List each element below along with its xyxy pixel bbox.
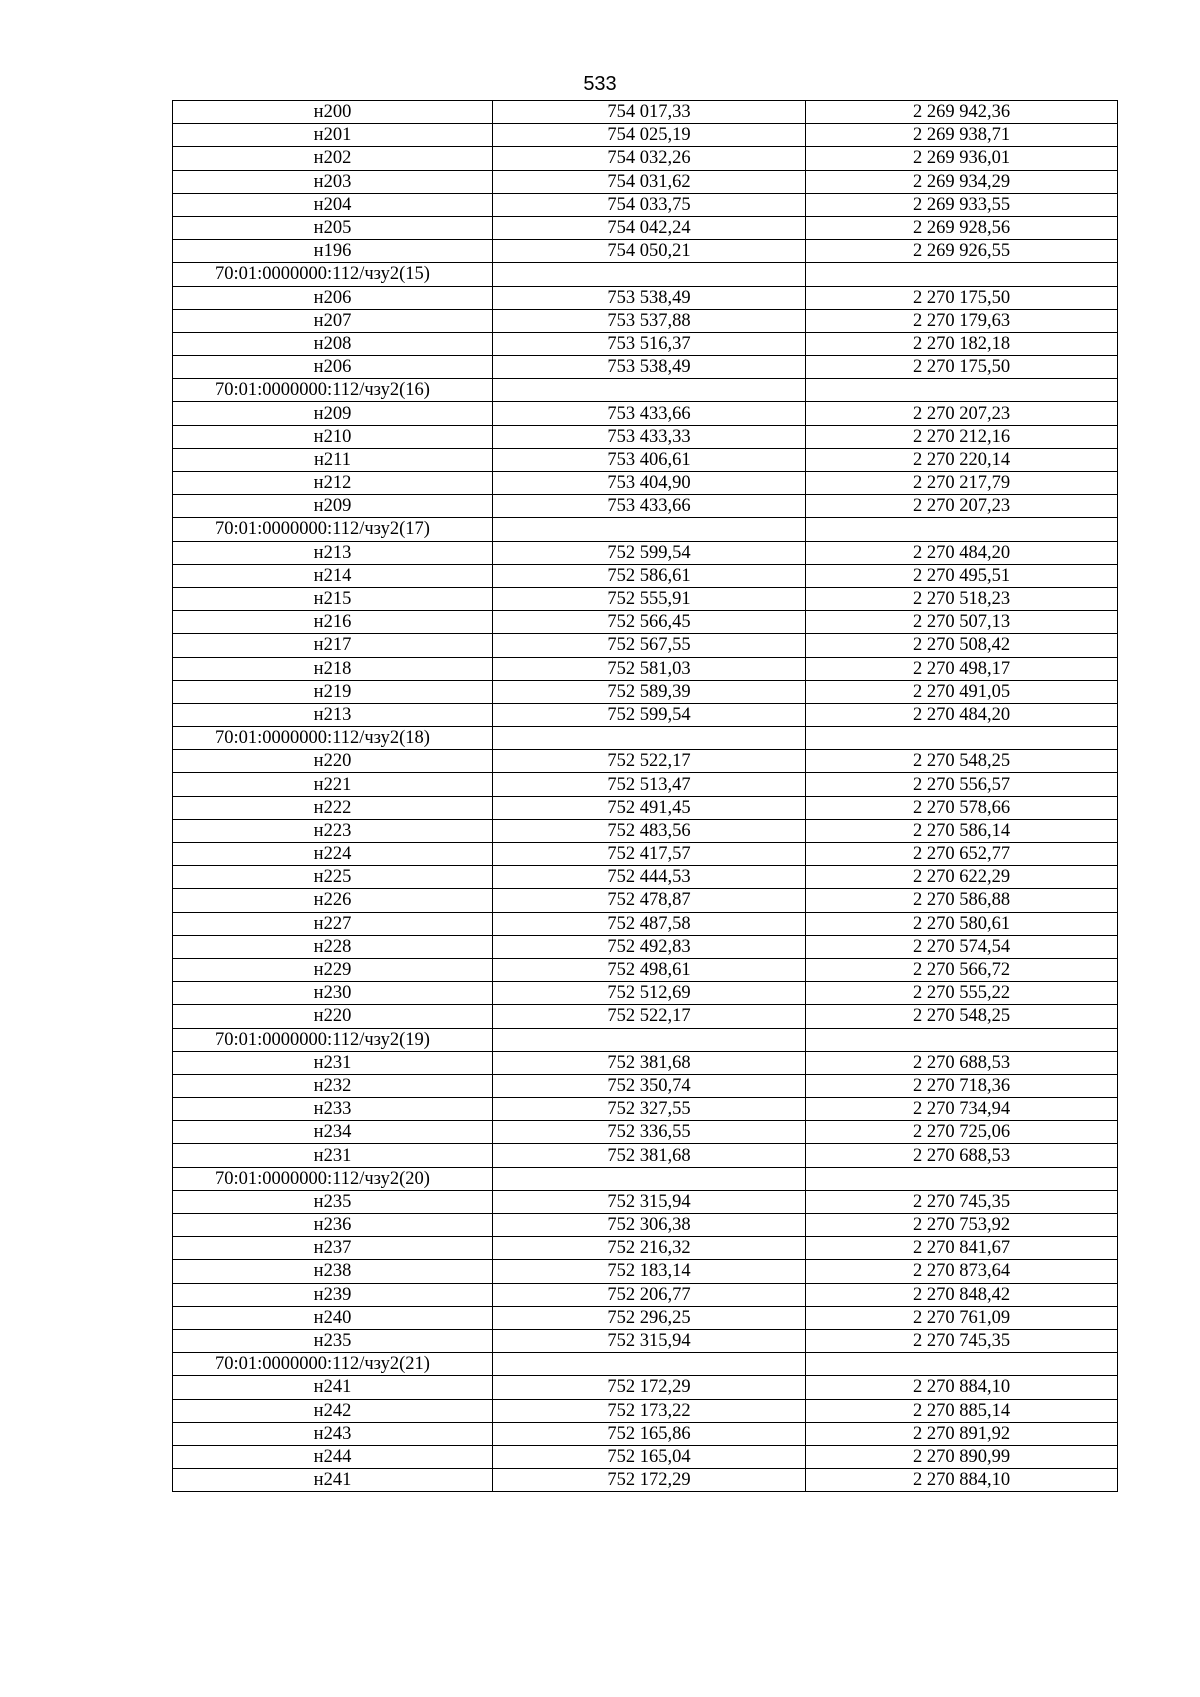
table-row (173, 1121, 1118, 1144)
x-coordinate-cell: 753 433,66 (493, 495, 806, 518)
point-id-cell: н208 (173, 332, 493, 355)
point-id-cell: н209 (173, 495, 493, 518)
table-row (173, 286, 1118, 309)
table-row (173, 680, 1118, 703)
point-id-cell: н223 (173, 819, 493, 842)
x-coordinate-cell: 752 165,04 (493, 1445, 806, 1468)
y-coordinate-cell: 2 270 491,05 (806, 680, 1118, 703)
x-coordinate-cell: 752 522,17 (493, 1005, 806, 1028)
x-coordinate-cell: 752 381,68 (493, 1051, 806, 1074)
y-coordinate-cell: 2 270 566,72 (806, 958, 1118, 981)
y-coordinate-cell: 2 269 928,56 (806, 216, 1118, 239)
x-coordinate-cell: 752 172,29 (493, 1376, 806, 1399)
table-row (173, 1376, 1118, 1399)
section-label: 70:01:0000000:112/чзу2(20) (173, 1167, 493, 1190)
x-coordinate-cell: 752 478,87 (493, 889, 806, 912)
table-row (173, 657, 1118, 680)
table-row (173, 611, 1118, 634)
y-coordinate-cell: 2 270 548,25 (806, 750, 1118, 773)
empty-cell (806, 1353, 1118, 1376)
point-id-cell: н241 (173, 1469, 493, 1492)
point-id-cell: н236 (173, 1214, 493, 1237)
x-coordinate-cell: 754 042,24 (493, 216, 806, 239)
y-coordinate-cell: 2 270 885,14 (806, 1399, 1118, 1422)
section-header-row (173, 379, 1118, 402)
table-row (173, 193, 1118, 216)
table-row (173, 1214, 1118, 1237)
point-id-cell: н224 (173, 843, 493, 866)
y-coordinate-cell: 2 270 718,36 (806, 1074, 1118, 1097)
table-row (173, 425, 1118, 448)
table-row (173, 866, 1118, 889)
y-coordinate-cell: 2 270 556,57 (806, 773, 1118, 796)
point-id-cell: н232 (173, 1074, 493, 1097)
x-coordinate-cell: 753 538,49 (493, 356, 806, 379)
y-coordinate-cell: 2 270 484,20 (806, 541, 1118, 564)
empty-cell (806, 518, 1118, 541)
x-coordinate-cell: 752 172,29 (493, 1469, 806, 1492)
x-coordinate-cell: 752 492,83 (493, 935, 806, 958)
y-coordinate-cell: 2 270 745,35 (806, 1190, 1118, 1213)
point-id-cell: н221 (173, 773, 493, 796)
x-coordinate-cell: 754 025,19 (493, 124, 806, 147)
x-coordinate-cell: 753 433,33 (493, 425, 806, 448)
section-header-row (173, 1028, 1118, 1051)
table-row (173, 147, 1118, 170)
y-coordinate-cell: 2 270 891,92 (806, 1422, 1118, 1445)
y-coordinate-cell: 2 270 884,10 (806, 1376, 1118, 1399)
y-coordinate-cell: 2 270 580,61 (806, 912, 1118, 935)
y-coordinate-cell: 2 270 175,50 (806, 286, 1118, 309)
x-coordinate-cell: 752 513,47 (493, 773, 806, 796)
point-id-cell: н238 (173, 1260, 493, 1283)
y-coordinate-cell: 2 270 586,88 (806, 889, 1118, 912)
table-row (173, 1399, 1118, 1422)
y-coordinate-cell: 2 269 938,71 (806, 124, 1118, 147)
x-coordinate-cell: 752 487,58 (493, 912, 806, 935)
table-row (173, 448, 1118, 471)
y-coordinate-cell: 2 270 652,77 (806, 843, 1118, 866)
x-coordinate-cell: 752 599,54 (493, 703, 806, 726)
x-coordinate-cell: 752 567,55 (493, 634, 806, 657)
table-row (173, 356, 1118, 379)
x-coordinate-cell: 754 032,26 (493, 147, 806, 170)
x-coordinate-cell: 752 498,61 (493, 958, 806, 981)
y-coordinate-cell: 2 270 220,14 (806, 448, 1118, 471)
point-id-cell: н220 (173, 1005, 493, 1028)
table-row (173, 843, 1118, 866)
point-id-cell: н239 (173, 1283, 493, 1306)
y-coordinate-cell: 2 270 890,99 (806, 1445, 1118, 1468)
table-row (173, 495, 1118, 518)
point-id-cell: н218 (173, 657, 493, 680)
point-id-cell: н209 (173, 402, 493, 425)
empty-cell (493, 1028, 806, 1051)
section-header-row (173, 518, 1118, 541)
x-coordinate-cell: 752 173,22 (493, 1399, 806, 1422)
table-row (173, 541, 1118, 564)
table-row (173, 332, 1118, 355)
point-id-cell: н210 (173, 425, 493, 448)
page-number: 533 (583, 73, 617, 95)
y-coordinate-cell: 2 270 688,53 (806, 1144, 1118, 1167)
table-row (173, 958, 1118, 981)
point-id-cell: н211 (173, 448, 493, 471)
point-id-cell: н237 (173, 1237, 493, 1260)
point-id-cell: н234 (173, 1121, 493, 1144)
point-id-cell: н243 (173, 1422, 493, 1445)
table-row (173, 703, 1118, 726)
point-id-cell: н205 (173, 216, 493, 239)
table-row (173, 796, 1118, 819)
x-coordinate-cell: 752 381,68 (493, 1144, 806, 1167)
point-id-cell: н212 (173, 472, 493, 495)
point-id-cell: н242 (173, 1399, 493, 1422)
y-coordinate-cell: 2 270 848,42 (806, 1283, 1118, 1306)
table-row (173, 1445, 1118, 1468)
point-id-cell: н228 (173, 935, 493, 958)
y-coordinate-cell: 2 270 207,23 (806, 495, 1118, 518)
x-coordinate-cell: 752 183,14 (493, 1260, 806, 1283)
x-coordinate-cell: 753 406,61 (493, 448, 806, 471)
y-coordinate-cell: 2 270 578,66 (806, 796, 1118, 819)
y-coordinate-cell: 2 270 508,42 (806, 634, 1118, 657)
point-id-cell: н213 (173, 703, 493, 726)
point-id-cell: н213 (173, 541, 493, 564)
empty-cell (493, 518, 806, 541)
empty-cell (493, 1353, 806, 1376)
point-id-cell: н225 (173, 866, 493, 889)
x-coordinate-cell: 753 433,66 (493, 402, 806, 425)
x-coordinate-cell: 752 350,74 (493, 1074, 806, 1097)
point-id-cell: н241 (173, 1376, 493, 1399)
x-coordinate-cell: 754 017,33 (493, 101, 806, 124)
y-coordinate-cell: 2 270 518,23 (806, 587, 1118, 610)
table-row (173, 1237, 1118, 1260)
x-coordinate-cell: 752 581,03 (493, 657, 806, 680)
table-row (173, 402, 1118, 425)
table-row (173, 1329, 1118, 1352)
y-coordinate-cell: 2 270 873,64 (806, 1260, 1118, 1283)
table-row (173, 1422, 1118, 1445)
point-id-cell: н222 (173, 796, 493, 819)
y-coordinate-cell: 2 269 936,01 (806, 147, 1118, 170)
coordinates-table (172, 100, 1118, 1492)
point-id-cell: н233 (173, 1098, 493, 1121)
y-coordinate-cell: 2 270 586,14 (806, 819, 1118, 842)
table-row (173, 124, 1118, 147)
x-coordinate-cell: 752 206,77 (493, 1283, 806, 1306)
x-coordinate-cell: 752 417,57 (493, 843, 806, 866)
y-coordinate-cell: 2 270 622,29 (806, 866, 1118, 889)
x-coordinate-cell: 752 586,61 (493, 564, 806, 587)
y-coordinate-cell: 2 270 841,67 (806, 1237, 1118, 1260)
point-id-cell: н206 (173, 356, 493, 379)
x-coordinate-cell: 754 033,75 (493, 193, 806, 216)
y-coordinate-cell: 2 270 179,63 (806, 309, 1118, 332)
x-coordinate-cell: 754 031,62 (493, 170, 806, 193)
table-row (173, 1098, 1118, 1121)
table-row (173, 240, 1118, 263)
y-coordinate-cell: 2 269 942,36 (806, 101, 1118, 124)
table-row (173, 750, 1118, 773)
empty-cell (493, 727, 806, 750)
x-coordinate-cell: 752 483,56 (493, 819, 806, 842)
table-row (173, 587, 1118, 610)
y-coordinate-cell: 2 270 884,10 (806, 1469, 1118, 1492)
point-id-cell: н196 (173, 240, 493, 263)
point-id-cell: н231 (173, 1051, 493, 1074)
point-id-cell: н203 (173, 170, 493, 193)
table-row (173, 773, 1118, 796)
x-coordinate-cell: 752 599,54 (493, 541, 806, 564)
y-coordinate-cell: 2 270 182,18 (806, 332, 1118, 355)
section-header-row (173, 1353, 1118, 1376)
table-row (173, 1283, 1118, 1306)
section-header-row (173, 263, 1118, 286)
coordinates-table-body (173, 101, 1118, 1492)
point-id-cell: н216 (173, 611, 493, 634)
table-row (173, 1005, 1118, 1028)
y-coordinate-cell: 2 270 212,16 (806, 425, 1118, 448)
table-row (173, 564, 1118, 587)
section-label: 70:01:0000000:112/чзу2(18) (173, 727, 493, 750)
y-coordinate-cell: 2 270 484,20 (806, 703, 1118, 726)
x-coordinate-cell: 752 589,39 (493, 680, 806, 703)
table-row (173, 1469, 1118, 1492)
x-coordinate-cell: 752 566,45 (493, 611, 806, 634)
y-coordinate-cell: 2 269 926,55 (806, 240, 1118, 263)
table-row (173, 819, 1118, 842)
table-row (173, 1051, 1118, 1074)
y-coordinate-cell: 2 270 175,50 (806, 356, 1118, 379)
x-coordinate-cell: 753 516,37 (493, 332, 806, 355)
x-coordinate-cell: 752 522,17 (493, 750, 806, 773)
point-id-cell: н200 (173, 101, 493, 124)
x-coordinate-cell: 753 538,49 (493, 286, 806, 309)
x-coordinate-cell: 752 165,86 (493, 1422, 806, 1445)
point-id-cell: н207 (173, 309, 493, 332)
table-row (173, 309, 1118, 332)
table-row (173, 1144, 1118, 1167)
y-coordinate-cell: 2 270 753,92 (806, 1214, 1118, 1237)
section-label: 70:01:0000000:112/чзу2(17) (173, 518, 493, 541)
section-label: 70:01:0000000:112/чзу2(21) (173, 1353, 493, 1376)
table-row (173, 935, 1118, 958)
table-row (173, 1190, 1118, 1213)
point-id-cell: н226 (173, 889, 493, 912)
table-row (173, 1074, 1118, 1097)
empty-cell (806, 1028, 1118, 1051)
y-coordinate-cell: 2 270 548,25 (806, 1005, 1118, 1028)
section-header-row (173, 727, 1118, 750)
section-header-row (173, 1167, 1118, 1190)
table-row (173, 472, 1118, 495)
empty-cell (493, 379, 806, 402)
empty-cell (806, 1167, 1118, 1190)
y-coordinate-cell: 2 270 555,22 (806, 982, 1118, 1005)
y-coordinate-cell: 2 270 688,53 (806, 1051, 1118, 1074)
y-coordinate-cell: 2 269 934,29 (806, 170, 1118, 193)
empty-cell (806, 263, 1118, 286)
point-id-cell: н235 (173, 1190, 493, 1213)
empty-cell (806, 727, 1118, 750)
point-id-cell: н206 (173, 286, 493, 309)
x-coordinate-cell: 752 336,55 (493, 1121, 806, 1144)
y-coordinate-cell: 2 269 933,55 (806, 193, 1118, 216)
y-coordinate-cell: 2 270 761,09 (806, 1306, 1118, 1329)
y-coordinate-cell: 2 270 725,06 (806, 1121, 1118, 1144)
y-coordinate-cell: 2 270 207,23 (806, 402, 1118, 425)
table-row (173, 101, 1118, 124)
y-coordinate-cell: 2 270 217,79 (806, 472, 1118, 495)
x-coordinate-cell: 752 327,55 (493, 1098, 806, 1121)
point-id-cell: н231 (173, 1144, 493, 1167)
table-row (173, 216, 1118, 239)
x-coordinate-cell: 752 306,38 (493, 1214, 806, 1237)
y-coordinate-cell: 2 270 734,94 (806, 1098, 1118, 1121)
x-coordinate-cell: 752 216,32 (493, 1237, 806, 1260)
section-label: 70:01:0000000:112/чзу2(19) (173, 1028, 493, 1051)
section-label: 70:01:0000000:112/чзу2(16) (173, 379, 493, 402)
x-coordinate-cell: 754 050,21 (493, 240, 806, 263)
x-coordinate-cell: 753 404,90 (493, 472, 806, 495)
y-coordinate-cell: 2 270 745,35 (806, 1329, 1118, 1352)
table-row (173, 1306, 1118, 1329)
point-id-cell: н202 (173, 147, 493, 170)
point-id-cell: н219 (173, 680, 493, 703)
x-coordinate-cell: 752 444,53 (493, 866, 806, 889)
point-id-cell: н201 (173, 124, 493, 147)
empty-cell (493, 1167, 806, 1190)
point-id-cell: н204 (173, 193, 493, 216)
y-coordinate-cell: 2 270 498,17 (806, 657, 1118, 680)
x-coordinate-cell: 752 315,94 (493, 1190, 806, 1213)
table-row (173, 912, 1118, 935)
point-id-cell: н230 (173, 982, 493, 1005)
table-row (173, 889, 1118, 912)
empty-cell (493, 263, 806, 286)
point-id-cell: н229 (173, 958, 493, 981)
x-coordinate-cell: 752 315,94 (493, 1329, 806, 1352)
point-id-cell: н235 (173, 1329, 493, 1352)
point-id-cell: н244 (173, 1445, 493, 1468)
point-id-cell: н220 (173, 750, 493, 773)
table-row (173, 1260, 1118, 1283)
section-label: 70:01:0000000:112/чзу2(15) (173, 263, 493, 286)
y-coordinate-cell: 2 270 495,51 (806, 564, 1118, 587)
point-id-cell: н215 (173, 587, 493, 610)
point-id-cell: н240 (173, 1306, 493, 1329)
point-id-cell: н217 (173, 634, 493, 657)
x-coordinate-cell: 752 296,25 (493, 1306, 806, 1329)
x-coordinate-cell: 752 555,91 (493, 587, 806, 610)
point-id-cell: н227 (173, 912, 493, 935)
y-coordinate-cell: 2 270 574,54 (806, 935, 1118, 958)
x-coordinate-cell: 752 512,69 (493, 982, 806, 1005)
x-coordinate-cell: 752 491,45 (493, 796, 806, 819)
y-coordinate-cell: 2 270 507,13 (806, 611, 1118, 634)
table-row (173, 982, 1118, 1005)
x-coordinate-cell: 753 537,88 (493, 309, 806, 332)
table-row (173, 634, 1118, 657)
point-id-cell: н214 (173, 564, 493, 587)
table-row (173, 170, 1118, 193)
empty-cell (806, 379, 1118, 402)
